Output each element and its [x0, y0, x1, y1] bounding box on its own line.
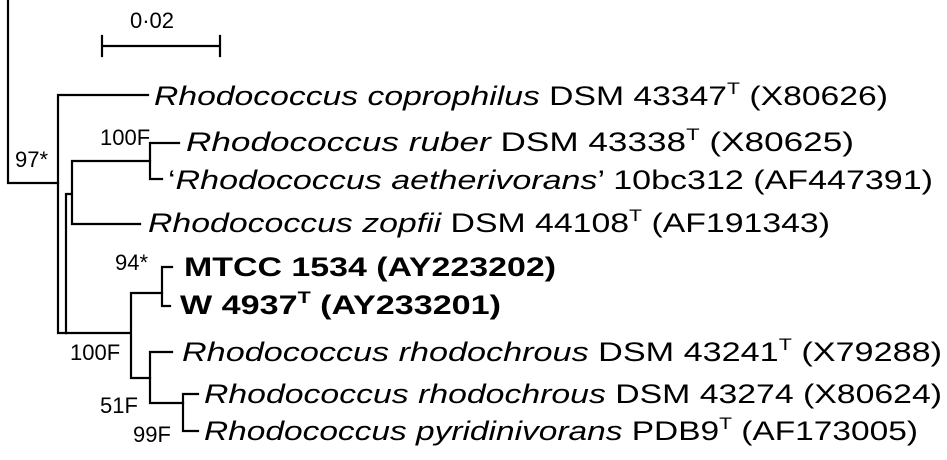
- bootstrap-value: 94*: [115, 250, 149, 275]
- taxon-label: Rhodococcus zopfii DSM 44108 $^T$ (AF191343): [148, 206, 793, 238]
- lower-subtree: [66, 293, 162, 378]
- mtcc-pair: [162, 267, 172, 306]
- bootstrap-value: 100F: [100, 125, 151, 150]
- taxon-label: MTCC 1534 (AY223202): [184, 252, 556, 282]
- bootstrap-value: 100F: [70, 340, 121, 365]
- taxon-label: Rhodococcus ruber DSM 43338 $^T$ (X80625): [186, 125, 819, 157]
- taxon-label: Rhodococcus coprophilus DSM 43347 $^T$ (X80626): [154, 79, 859, 111]
- bootstrap-value: 51F: [100, 393, 138, 418]
- scale-bar: [102, 8, 220, 56]
- upper-subtree: [66, 161, 150, 333]
- scale-bar-label: 0·02: [130, 8, 175, 33]
- taxon-label: Rhodococcus rhodochrous DSM 43241 $^T$ (X79288): [182, 335, 911, 367]
- rhodochrous-branches: [150, 352, 183, 403]
- rhodo-pyri-pair: [183, 394, 198, 431]
- bootstrap-value: 99F: [133, 422, 171, 447]
- taxon-labels: [148, 79, 942, 446]
- taxon-label: W 4937 $^T$ (AY233201): [180, 288, 462, 320]
- taxon-label: ‘Rhodococcus aetherivorans ’ 10bc312 (AF447391): [168, 165, 865, 195]
- taxon-label: Rhodococcus pyridinivorans PDB9 $^T$ (AF173005): [204, 414, 883, 446]
- scale-bar-line: [102, 36, 220, 56]
- bootstrap-value: 97*: [15, 147, 49, 172]
- taxon-label: Rhodococcus rhodochrous DSM 43274 (X80624): [204, 379, 875, 409]
- bootstrap-values: [15, 125, 171, 447]
